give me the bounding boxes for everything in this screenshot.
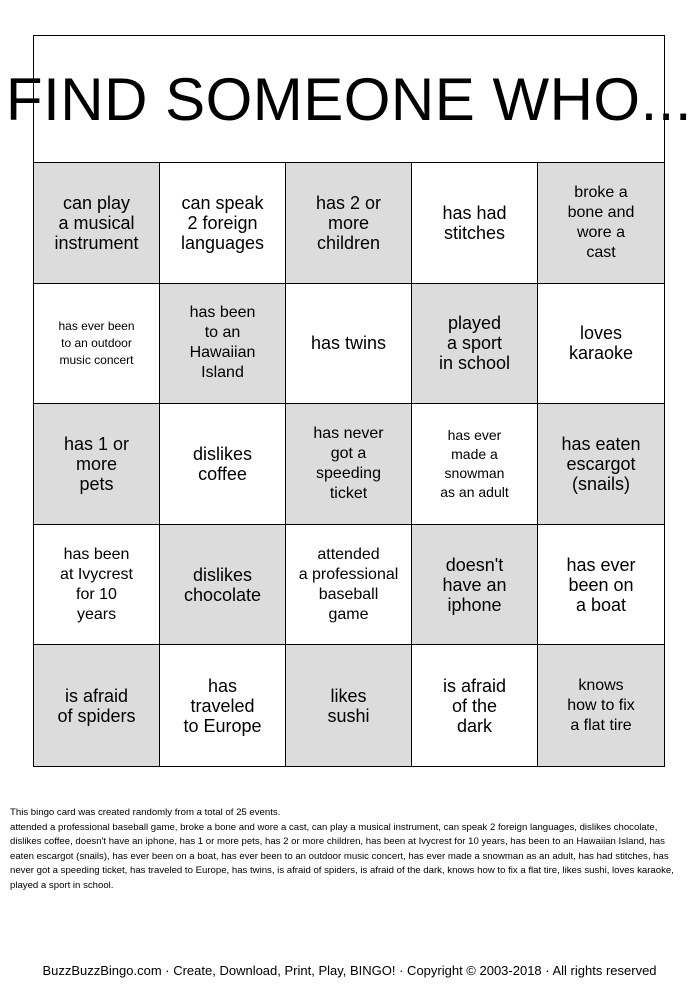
bingo-cell: likes sushi: [286, 645, 412, 766]
bingo-cell: knows how to fix a flat tire: [538, 645, 664, 766]
bingo-cell: has had stitches: [412, 163, 538, 284]
bingo-cell: is afraid of the dark: [412, 645, 538, 766]
bingo-cell: dislikes coffee: [160, 404, 286, 525]
bingo-grid: [34, 163, 664, 766]
bingo-cell: broke a bone and wore a cast: [538, 163, 664, 284]
bingo-card: [5, 35, 693, 767]
bingo-cell: has been at Ivycrest for 10 years: [34, 525, 160, 646]
title-row: [5, 36, 693, 163]
bingo-cell: can play a musical instrument: [34, 163, 160, 284]
bingo-cell: has 2 or more children: [286, 163, 412, 284]
footer-copyright: BuzzBuzzBingo.com · Create, Download, Print, Play, BINGO! · Copyright © 2003-2018 · All rights reserved: [42, 963, 657, 978]
bingo-cell: attended a professional baseball game: [286, 525, 412, 646]
bingo-cell: has traveled to Europe: [160, 645, 286, 766]
card-info: [10, 806, 690, 893]
bingo-cell: has ever been on a boat: [538, 525, 664, 646]
bingo-cell: has been to an Hawaiian Island: [160, 284, 286, 405]
bingo-cell: has 1 or more pets: [34, 404, 160, 525]
bingo-cell: played a sport in school: [412, 284, 538, 405]
bingo-cell: doesn't have an iphone: [412, 525, 538, 646]
bingo-cell: has twins: [286, 284, 412, 405]
bingo-cell: has never got a speeding ticket: [286, 404, 412, 525]
bingo-cell: has eaten escargot (snails): [538, 404, 664, 525]
bingo-cell: dislikes chocolate: [160, 525, 286, 646]
info-summary: This bingo card was created randomly from a total of 25 events.: [10, 807, 281, 818]
bingo-cell: loves karaoke: [538, 284, 664, 405]
info-event-list: attended a professional baseball game, broke a bone and wore a cast, can play a musical instrument, can speak 2 foreign languages, dislikes chocolate, dislikes coffee, doesn't have an iphone, has 1 or more pets, has 2 or more children, has been at Ivycrest for 10 years, has been to an Hawaiian Island, has eaten escargot (snails), has ever been on a boat, has ever been to an outdoor music concert, has ever made a snowman as an adult, has had stitches, has never got a speeding ticket, has traveled to Europe, has twins, is afraid of spiders, is afraid of the dark, knows how to fix a flat tire, likes sushi, loves karaoke, played a sport in school.: [10, 821, 674, 891]
bingo-cell: has ever made a snowman as an adult: [412, 404, 538, 525]
card-title: FIND SOMEONE WHO...: [5, 65, 693, 133]
bingo-cell: has ever been to an outdoor music concert: [34, 284, 160, 405]
bingo-cell: is afraid of spiders: [34, 645, 160, 766]
bingo-cell: can speak 2 foreign languages: [160, 163, 286, 284]
